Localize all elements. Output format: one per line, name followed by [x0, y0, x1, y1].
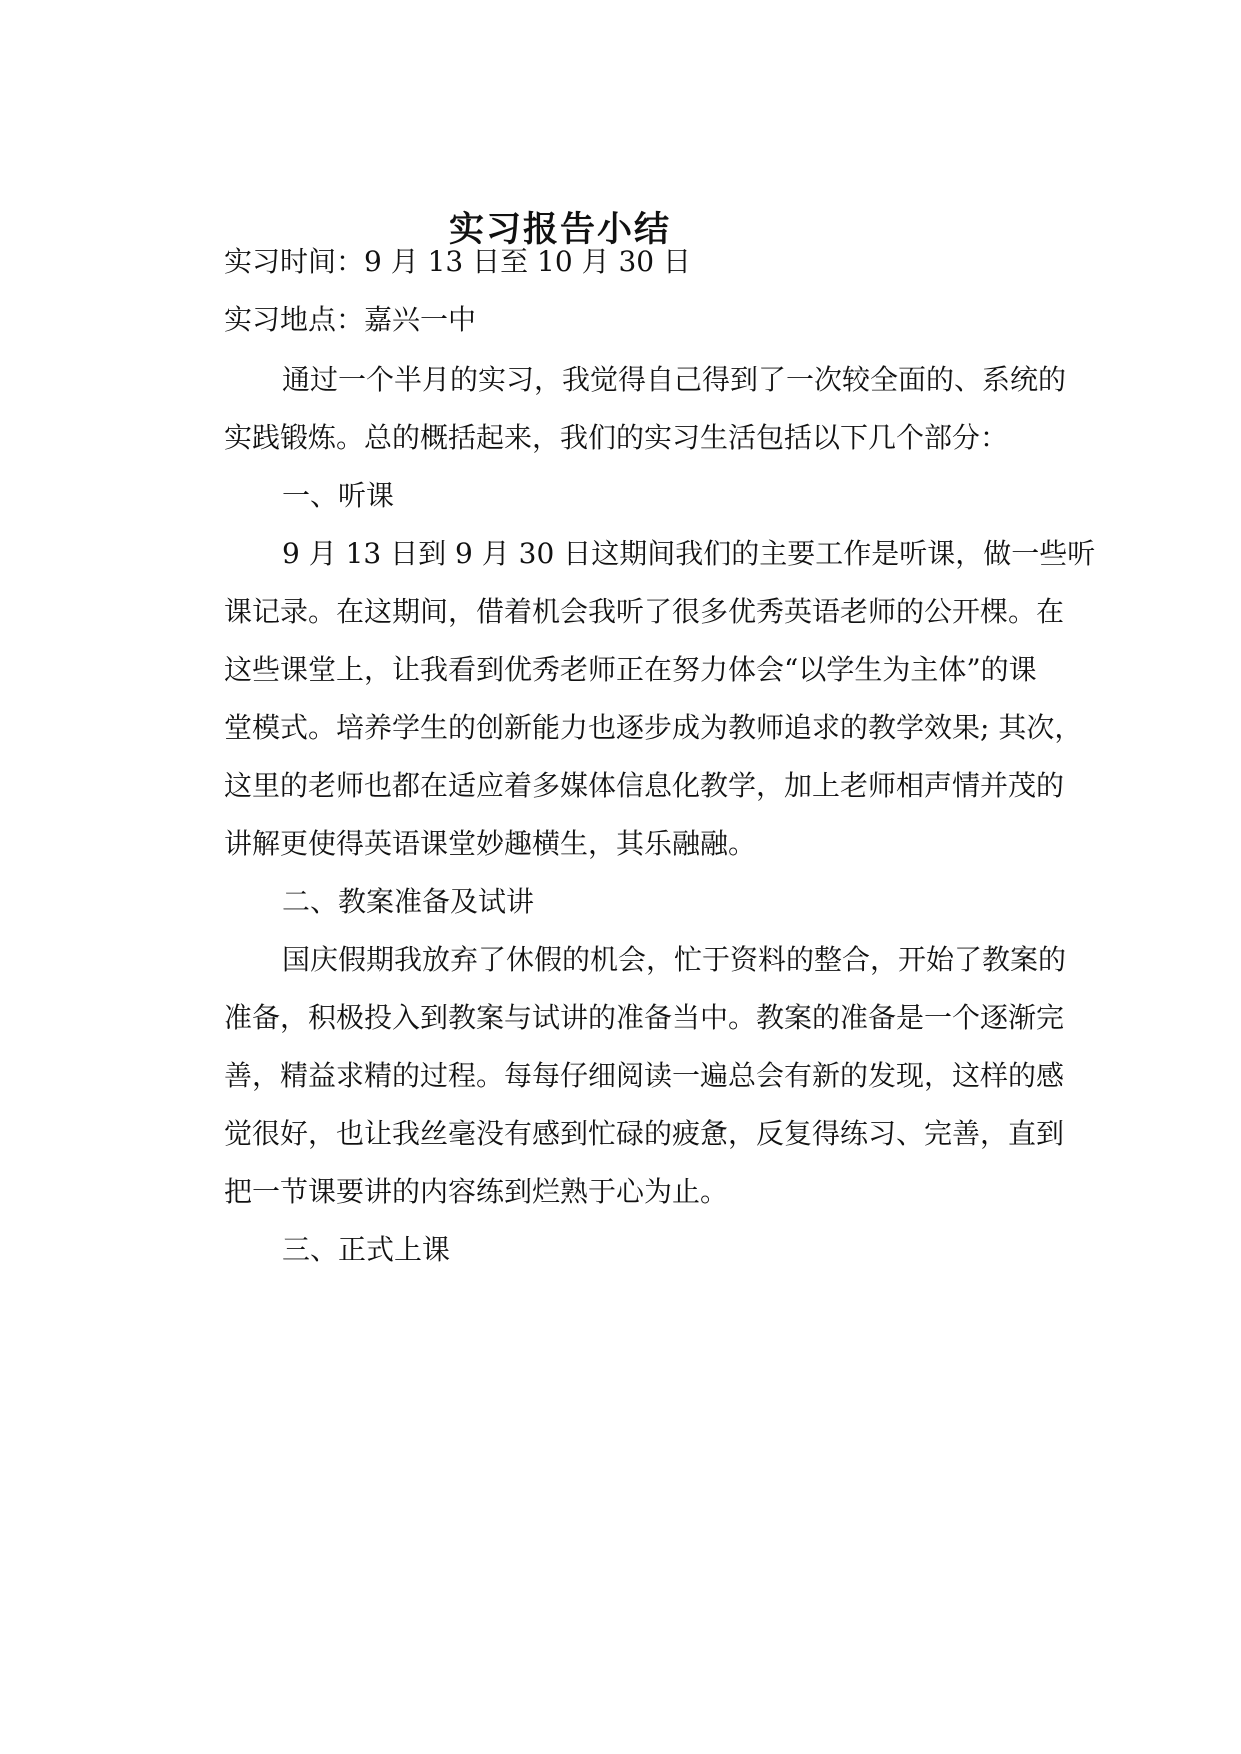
paragraph-line: 觉很好，也让我丝毫没有感到忙碌的疲惫，反复得练习、完善，直到	[224, 1117, 1065, 1150]
document-title: 实习报告小结	[448, 209, 671, 250]
paragraph-line: 把一节课要讲的内容练到烂熟于心为止。	[224, 1175, 729, 1208]
paragraph-line: 实践锻炼。总的概括起来，我们的实习生活包括以下几个部分：	[224, 421, 1009, 454]
internship-place: 实习地点：嘉兴一中	[224, 303, 477, 336]
paragraph-line: 善，精益求精的过程。每每仔细阅读一遍总会有新的发现，这样的感	[224, 1059, 1065, 1092]
paragraph-line: 课记录。在这期间，借着机会我听了很多优秀英语老师的公开棵。在	[224, 595, 1065, 628]
paragraph-line: 准备，积极投入到教案与试讲的准备当中。教案的准备是一个逐渐完	[224, 1001, 1065, 1034]
paragraph-line: 通过一个半月的实习，我觉得自己得到了一次较全面的、系统的	[282, 363, 1067, 396]
paragraph-line: 9 月 13 日到 9 月 30 日这期间我们的主要工作是听课，做一些听	[282, 537, 1096, 570]
paragraph-line: 这里的老师也都在适应着多媒体信息化教学，加上老师相声情并茂的	[224, 769, 1065, 802]
paragraph-line: 这些课堂上，让我看到优秀老师正在努力体会“以学生为主体”的课	[224, 653, 1037, 686]
paragraph-line: 国庆假期我放弃了休假的机会，忙于资料的整合，开始了教案的	[282, 943, 1067, 976]
section-heading: 一、听课	[282, 479, 395, 512]
section-heading: 二、教案准备及试讲	[282, 885, 535, 918]
paragraph-line: 讲解更使得英语课堂妙趣横生，其乐融融。	[224, 827, 757, 860]
paragraph-line: 堂模式。培养学生的创新能力也逐步成为教师追求的教学效果; 其次，	[224, 711, 1083, 744]
internship-time: 实习时间：9 月 13 日至 10 月 30 日	[224, 245, 692, 278]
section-heading: 三、正式上课	[282, 1233, 451, 1266]
